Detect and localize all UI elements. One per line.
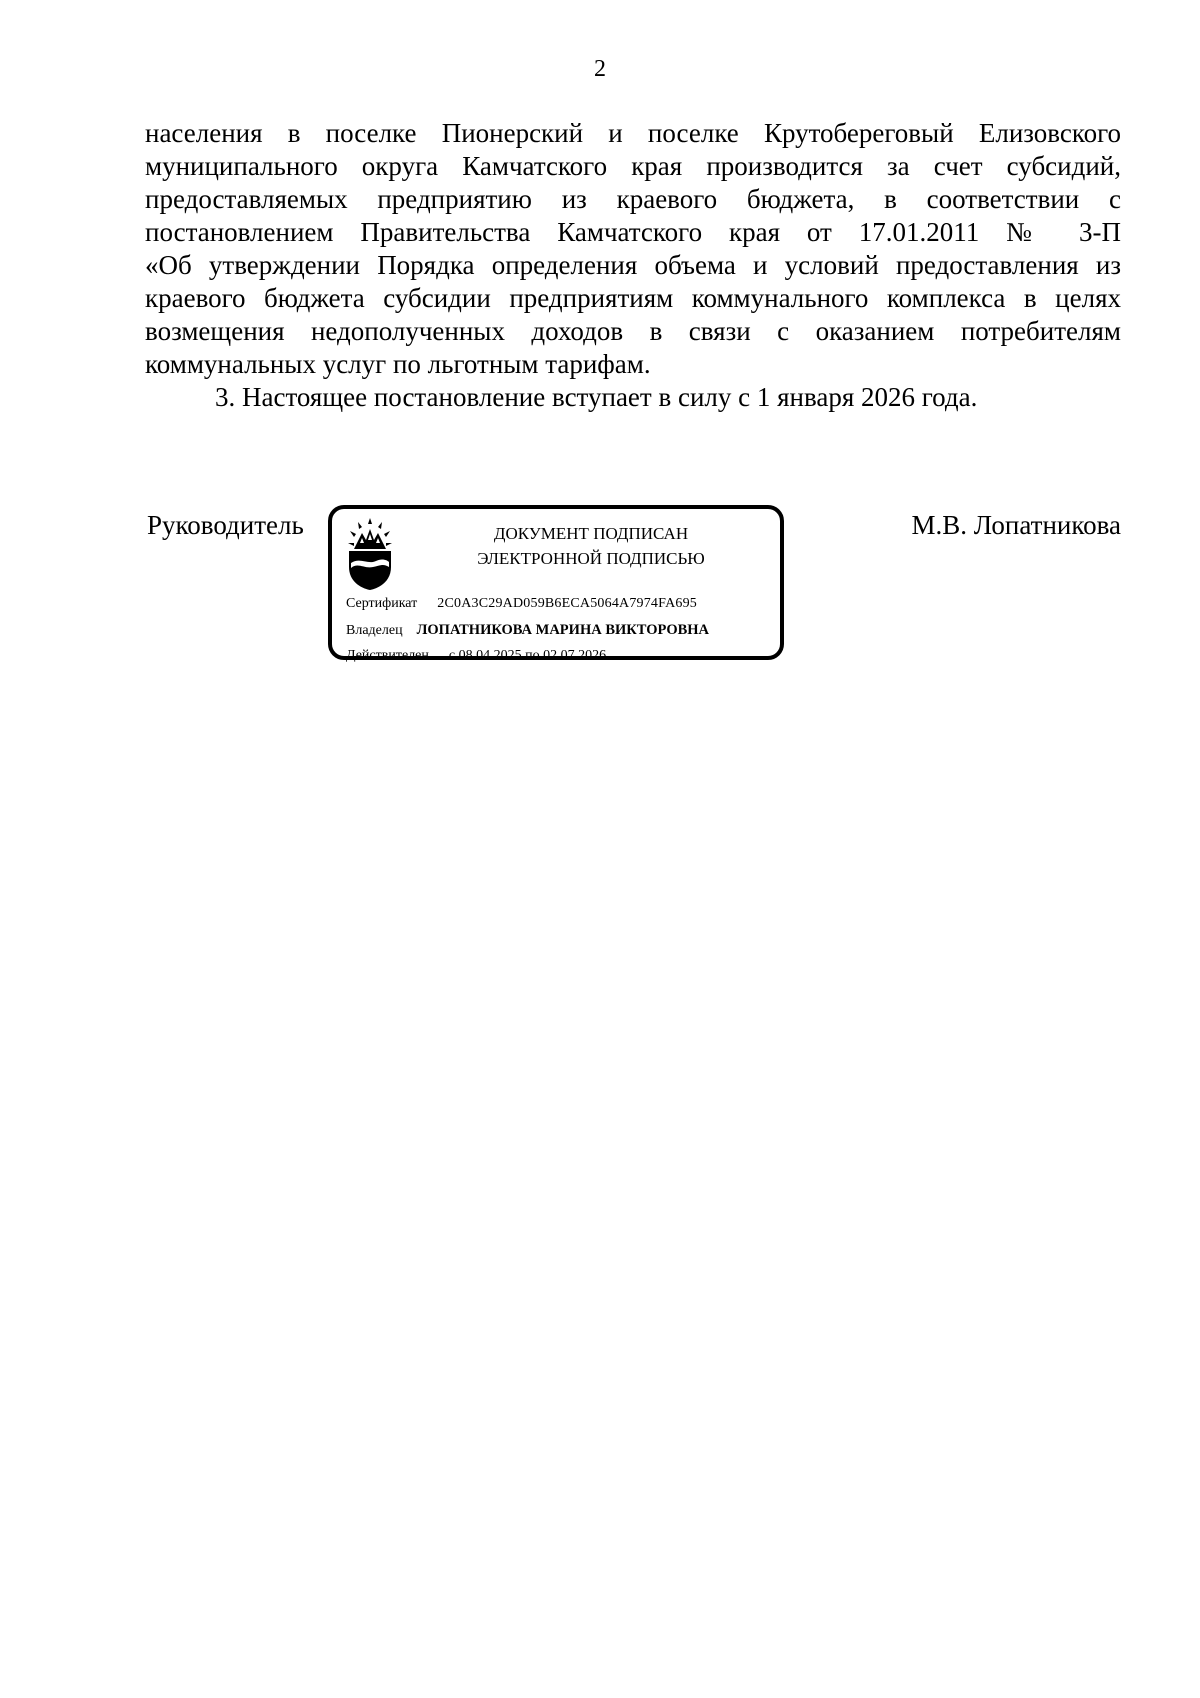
stamp-heading-line: ДОКУМЕНТ ПОДПИСАН xyxy=(493,524,689,543)
paragraph-line: коммунальных услуг по льготным тарифам. xyxy=(145,349,651,379)
signer-title: Руководитель xyxy=(147,510,304,540)
paragraph-line: постановлением Правительства Камчатского края от 17.01.2011 № 3-П xyxy=(145,217,1121,247)
electronic-signature-stamp xyxy=(328,505,784,663)
paragraph-line: краевого бюджета субсидии предприятиям коммунального комплекса в целях xyxy=(145,283,1121,313)
paragraph-line: «Об утверждении Порядка определения объема и условий предоставления из xyxy=(145,250,1121,280)
document-body xyxy=(145,117,1121,414)
stamp-heading xyxy=(402,521,780,571)
certificate-value: 2C0A3C29AD059B6ECA5064A7974FA695 xyxy=(437,596,697,611)
item-3: 3. Настоящее постановление вступает в силу с 1 января 2026 года. xyxy=(215,382,978,412)
page-number: 2 xyxy=(594,56,606,82)
certificate-row xyxy=(346,596,697,612)
validity-label: Действителен xyxy=(346,648,429,663)
paragraph-line: предоставляемых предприятию из краевого бюджета, в соответствии с xyxy=(145,184,1121,214)
owner-value: ЛОПАТНИКОВА МАРИНА ВИКТОРОВНА xyxy=(416,622,710,638)
signer-name: М.В. Лопатникова xyxy=(911,510,1121,540)
owner-row xyxy=(346,622,709,639)
certificate-label: Сертификат xyxy=(346,596,418,611)
kamchatka-coat-of-arms-icon xyxy=(346,515,394,591)
paragraph-line: муниципального округа Камчатского края производится за счет субсидий, xyxy=(145,151,1121,181)
paragraph-line: населения в поселке Пионерский и поселке Крутобереговый Елизовского xyxy=(145,118,1121,148)
validity-row xyxy=(346,648,606,664)
paragraph-line: возмещения недополученных доходов в связи с оказанием потребителям xyxy=(145,316,1121,346)
owner-label: Владелец xyxy=(346,623,403,638)
validity-value: с 08.04.2025 по 02.07.2026 xyxy=(448,648,607,663)
stamp-heading-line: ЭЛЕКТРОННОЙ ПОДПИСЬЮ xyxy=(477,549,705,568)
